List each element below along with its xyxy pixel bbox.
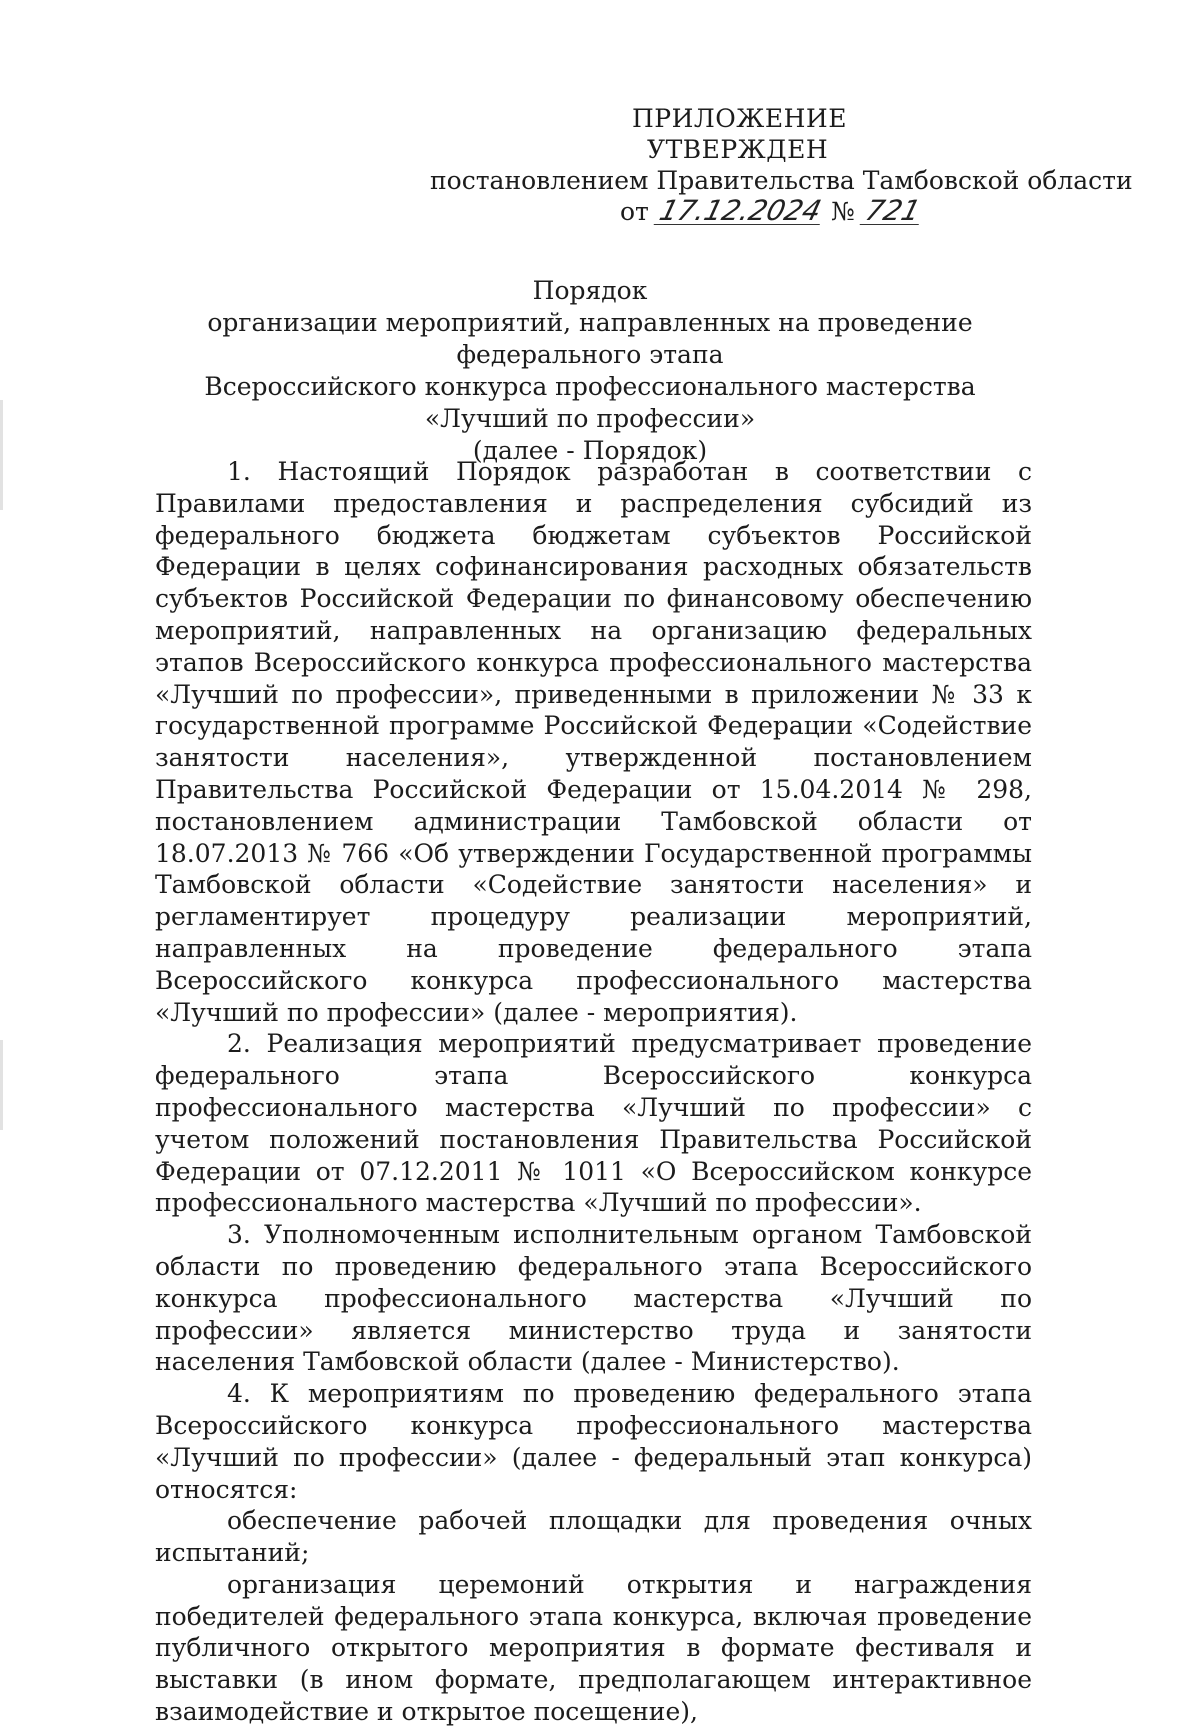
title-line-3: Всероссийского конкурса профессионального мастерства xyxy=(204,372,976,401)
handwritten-number: 721 xyxy=(859,198,925,225)
paragraph-1: 1. Настоящий Порядок разработан в соответствии с Правилами предоставления и распределения субсидий из федерального бюджета бюджетам субъектов Российской Федерации в целях софинансирования расходных обязательств субъектов Российской Федерации по финансовому обеспечению мероприятий, направленных на организацию федеральных этапов Всероссийского конкурса профессионального мастерства «Лучший по профессии», приведенными в приложении № 33 к государственной программе Российской Федерации «Содействие занятости населения», утвержденной постановлением Правительства Российской Федерации от 15.04.2014 № 298, постановлением администрации Тамбовской области от 18.07.2013 № 766 «Об утверждении Государственной программы Тамбовской области «Содействие занятости населения» и регламентирует процедуру реализации мероприятий, направленных на проведение федерального этапа Всероссийского конкурса профессионального мастерства «Лучший по профессии» (далее - мероприятия). xyxy=(155,457,1032,1027)
approval-stamp-block xyxy=(430,103,1133,227)
number-sign: № xyxy=(831,197,855,226)
paragraph-2: 2. Реализация мероприятий предусматривает проведение федерального этапа Всероссийского конкурса профессионального мастерства «Лучший по профессии» с учетом положений постановления Правительства Российской Федерации от 07.12.2011 № 1011 «О Всероссийском конкурсе профессионального мастерства «Лучший по профессии». xyxy=(155,1029,1032,1218)
title-line-4: «Лучший по профессии» xyxy=(424,404,756,433)
approved-label: УТВЕРЖДЕН xyxy=(647,135,829,164)
scan-edge-mark xyxy=(0,400,3,510)
paragraph-4: 4. К мероприятиям по проведению федерального этапа Всероссийского конкурса профессионального мастерства «Лучший по профессии» (далее - федеральный этап конкурса) относятся: xyxy=(155,1379,1032,1504)
scan-edge-mark xyxy=(0,1040,3,1130)
paragraph-3: 3. Уполномоченным исполнительным органом Тамбовской области по проведению федерального этапа Всероссийского конкурса профессионального мастерства «Лучший по профессии» является министерство труда и занятости населения Тамбовской области (далее - Министерство). xyxy=(155,1220,1032,1377)
list-item-ceremonies: организация церемоний открытия и награждения победителей федерального этапа конкурса, включая проведение публичного открытого мероприятия в формате фестиваля и выставки (в ином формате, предполагающем интерактивное взаимодействие и открытое посещение), xyxy=(155,1569,1032,1727)
appendix-label: ПРИЛОЖЕНИЕ xyxy=(632,104,847,133)
title-line-1: Порядок xyxy=(532,276,648,305)
document-body xyxy=(155,456,1032,1728)
title-line-5: (далее - Порядок) xyxy=(472,436,708,465)
date-number-line xyxy=(430,196,1050,227)
resolution-line: постановлением Правительства Тамбовской области xyxy=(430,166,1133,195)
date-prefix: от xyxy=(620,197,649,226)
document-title xyxy=(150,275,1030,467)
title-line-2: организации мероприятий, направленных на проведение федерального этапа xyxy=(207,308,973,369)
list-item-workspace: обеспечение рабочей площадки для проведения очных испытаний; xyxy=(155,1506,1032,1568)
handwritten-date: 17.12.2024 xyxy=(653,198,826,225)
